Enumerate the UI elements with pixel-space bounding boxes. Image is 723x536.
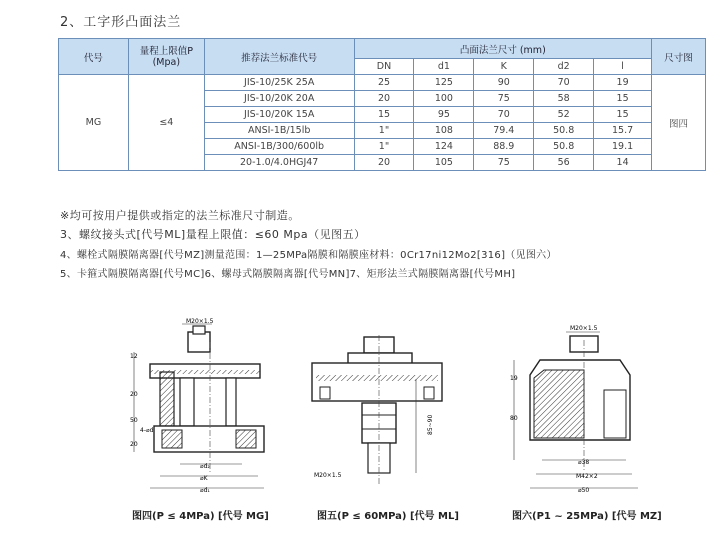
fig6-dim-38: ⌀38 [578, 459, 590, 466]
fig4-k-label: ⌀K [200, 475, 208, 482]
fig6-dim-19: 19 [510, 375, 518, 382]
cell-k: 79.4 [474, 123, 534, 139]
cell-l: 19.1 [594, 139, 652, 155]
cell-standard: JIS-10/20K 20A [204, 91, 354, 107]
header-dn: DN [354, 59, 414, 75]
fig4-thread-label: M20×1.5 [186, 318, 214, 325]
cell-d1: 105 [414, 155, 474, 171]
section-title: 2、工字形凸面法兰 [60, 15, 182, 30]
fig4-dim-upper: 20 [130, 391, 138, 398]
cell-code: MG [59, 75, 129, 171]
cell-k: 75 [474, 155, 534, 171]
fig4-dim-top: 12 [130, 353, 138, 360]
note-threaded-connector: 3、螺纹接头式[代号ML]量程上限值：≤60 Mpa（见图五） [60, 228, 366, 241]
header-range-text: 量程上限值P (Mpa) [139, 45, 193, 68]
header-k: K [474, 59, 534, 75]
note-bolted-isolator: 4、螺栓式隔膜隔离器[代号MZ]测量范围：1—25MPa隔膜和隔膜座材料：0Cr17ni12Mo2[316]（见图六） [60, 250, 557, 261]
figure-5-threaded-drawing [302, 335, 462, 500]
cell-d2: 70 [534, 75, 594, 91]
fig4-dim-middle: 50 [130, 417, 138, 424]
header-standard: 推荐法兰标准代号 [204, 39, 354, 75]
cell-d1: 108 [414, 123, 474, 139]
cell-k: 90 [474, 75, 534, 91]
fig4-d1-label: ⌀d₁ [200, 487, 210, 494]
cell-l: 15 [594, 91, 652, 107]
figure-6-bolted-drawing [500, 320, 660, 500]
cell-d1: 95 [414, 107, 474, 123]
cell-l: 15.7 [594, 123, 652, 139]
cell-standard: JIS-10/20K 15A [204, 107, 354, 123]
cell-l: 14 [594, 155, 652, 171]
cell-d1: 100 [414, 91, 474, 107]
header-drawing: 尺寸图 [652, 39, 706, 75]
header-range [128, 39, 204, 75]
cell-standard: ANSI-1B/300/600lb [204, 139, 354, 155]
header-d1: d1 [414, 59, 474, 75]
fig5-thread-label: M20×1.5 [314, 472, 342, 479]
header-dims: 凸面法兰尺寸 (mm) [354, 39, 651, 59]
cell-standard: ANSI-1B/15lb [204, 123, 354, 139]
cell-range: ≤4 [128, 75, 204, 171]
cell-dn: 20 [354, 155, 414, 171]
cell-d2: 52 [534, 107, 594, 123]
figure-5-caption: 图五(P ≤ 60MPa) [代号 ML] [317, 511, 459, 522]
cell-d1: 125 [414, 75, 474, 91]
cell-dn: 15 [354, 107, 414, 123]
cell-dn: 1" [354, 139, 414, 155]
flange-spec-table [58, 38, 706, 171]
cell-k: 70 [474, 107, 534, 123]
cell-l: 19 [594, 75, 652, 91]
cell-d2: 56 [534, 155, 594, 171]
cell-dn: 1" [354, 123, 414, 139]
header-code: 代号 [59, 39, 129, 75]
cell-dn: 20 [354, 91, 414, 107]
figure-4-caption: 图四(P ≤ 4MPa) [代号 MG] [132, 511, 269, 522]
cell-d1: 124 [414, 139, 474, 155]
cell-l: 15 [594, 107, 652, 123]
fig5-height-label: 85~90 [427, 414, 434, 435]
header-l: l [594, 59, 652, 75]
fig6-thread-label: M20×1.5 [570, 325, 598, 332]
cell-d2: 58 [534, 91, 594, 107]
cell-standard: JIS-10/25K 25A [204, 75, 354, 91]
fig4-bolt-holes-label: 4-⌀d [140, 427, 154, 434]
cell-d2: 50.8 [534, 123, 594, 139]
note-custom-standard: ※均可按用户提供或指定的法兰标准尺寸制造。 [60, 209, 300, 222]
figure-4-flange-drawing [120, 312, 270, 502]
fig6-dim-m42: M42×2 [576, 473, 598, 480]
cell-standard: 20-1.0/4.0HGJ47 [204, 155, 354, 171]
cell-dn: 25 [354, 75, 414, 91]
cell-d2: 50.8 [534, 139, 594, 155]
figure-6-caption: 图六(P1 ~ 25MPa) [代号 MZ] [512, 511, 662, 522]
cell-drawing: 图四 [652, 75, 706, 171]
note-other-types: 5、卡箍式隔膜隔离器[代号MC]6、螺母式隔膜隔离器[代号MN]7、矩形法兰式隔膜隔离器[代号MH] [60, 269, 516, 280]
fig4-d2-label: ⌀d₂ [200, 463, 210, 470]
header-d2: d2 [534, 59, 594, 75]
fig6-dim-50: ⌀50 [578, 487, 590, 494]
fig4-dim-lower: 20 [130, 441, 138, 448]
cell-k: 88.9 [474, 139, 534, 155]
fig6-dim-80: 80 [510, 415, 518, 422]
cell-k: 75 [474, 91, 534, 107]
